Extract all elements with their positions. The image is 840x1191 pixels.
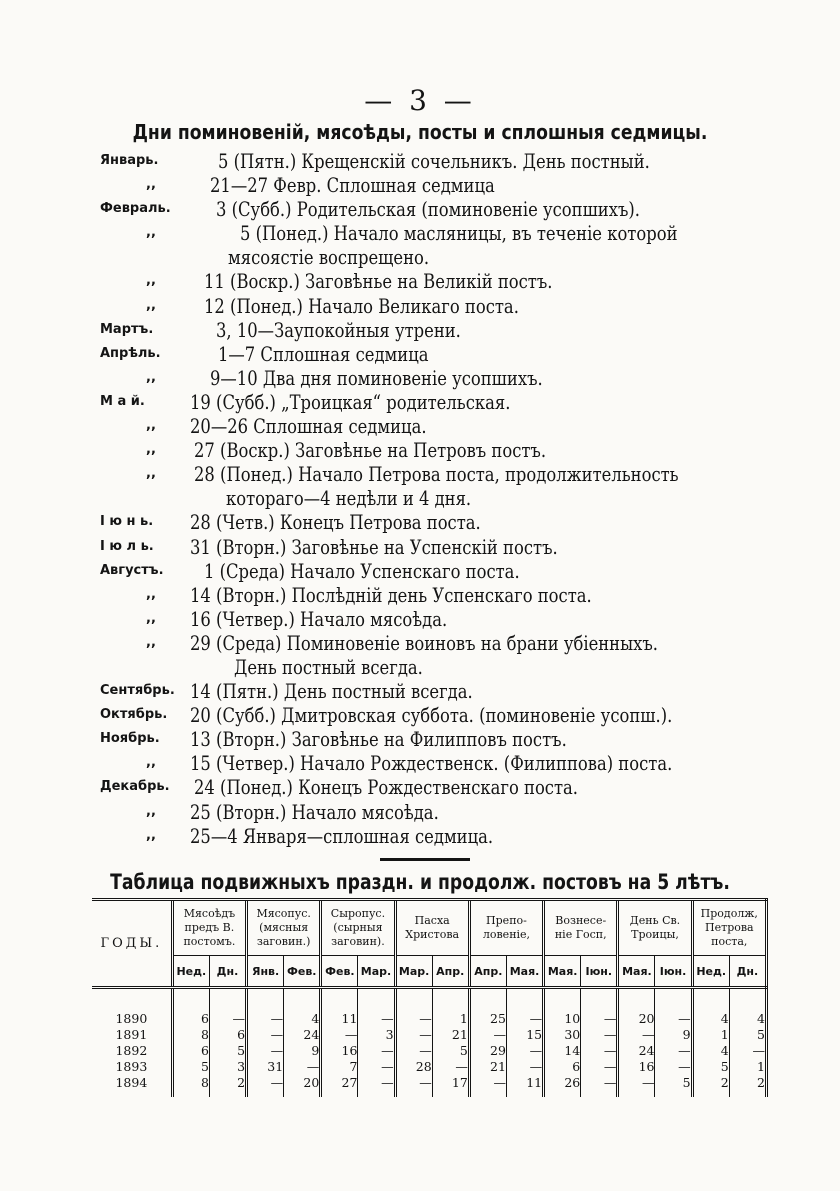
table-group-header-line: поста, <box>711 935 748 948</box>
entry-text: 16 (Четвер.) Начало мясоѣда. <box>190 607 448 631</box>
table-cell: 4 <box>729 1011 766 1027</box>
table-cell: 1 <box>729 1059 766 1075</box>
table-cell: — <box>247 1043 284 1059</box>
table-cell: 31 <box>247 1059 284 1075</box>
table-group-header-line: Мясопус. <box>256 907 311 920</box>
table-row <box>92 1011 767 1027</box>
table-cell: 14 <box>544 1043 581 1059</box>
table-cell: 1 <box>692 1027 729 1043</box>
entry-text: 24 (Понед.) Конецъ Рождественскаго поста. <box>194 776 579 800</box>
entry-text: 28 (Понед.) Начало Петрова поста, продолжительность <box>194 463 679 487</box>
table-cell: — <box>581 1075 618 1091</box>
spacer-cell <box>506 988 543 1012</box>
spacer-cell <box>544 988 581 1012</box>
table-subheader: Мая. <box>618 956 655 988</box>
table-cell: — <box>581 1043 618 1059</box>
entry-month: ,, <box>146 369 156 385</box>
entry-text: 5 (Пятн.) Крещенскій сочельникъ. День постный. <box>218 150 650 173</box>
spacer-cell <box>655 988 692 1012</box>
table-cell: 3 <box>358 1027 395 1043</box>
entry-row <box>100 632 760 656</box>
entry-month: Февраль. <box>100 201 171 217</box>
table-group-header-line: День Св. <box>629 914 681 927</box>
spacer-cell <box>247 988 284 1012</box>
entry-row <box>100 511 760 535</box>
entry-text: 19 (Субб.) „Троицкая“ родительская. <box>190 390 511 414</box>
table-cell: 7 <box>321 1059 358 1075</box>
entry-row <box>100 439 760 463</box>
table-cell: — <box>581 1027 618 1043</box>
page-heading: Дни поминовеній, мясоѣды, посты и сплошныя седмицы. <box>132 120 708 144</box>
table-cell: 5 <box>692 1059 729 1075</box>
table-group-header-line: предъ В. <box>184 921 235 934</box>
entry-text: 9—10 Два дня поминовеніе усопшихъ. <box>210 366 543 390</box>
table-cell: — <box>209 1011 246 1027</box>
table-cell: — <box>321 1027 358 1043</box>
entry-month: Мартъ. <box>100 321 154 337</box>
table-cell: 26 <box>544 1075 581 1091</box>
table-row <box>92 1059 767 1075</box>
entry-text: мясоястіе воспрещено. <box>228 246 430 270</box>
table-cell: — <box>469 1075 506 1091</box>
table-cell: 2 <box>209 1075 246 1091</box>
entry-row <box>100 801 760 825</box>
spacer-cell <box>284 988 321 1012</box>
entry-month: Октябрь. <box>100 707 168 723</box>
entry-text: 31 (Вторн.) Заговѣнье на Успенскій постъ. <box>190 535 558 559</box>
spacer-cell <box>92 988 172 1012</box>
table-group-header-line: ловеніе, <box>482 928 531 941</box>
table-cell: 5 <box>655 1075 692 1091</box>
entry-text: котораго—4 недѣли и 4 дня. <box>226 487 472 511</box>
table-group-header-line: постомъ. <box>183 935 236 948</box>
entry-row <box>100 222 760 246</box>
entry-text: 21—27 Февр. Сплошная седмица <box>210 174 495 198</box>
table-subheader: Янв. <box>247 956 284 988</box>
table-subheader: Дн. <box>729 956 766 988</box>
table-cell: — <box>618 1075 655 1091</box>
table-cell: 24 <box>618 1043 655 1059</box>
movable-feasts-table <box>92 898 768 1097</box>
end-cell <box>729 1091 766 1097</box>
table-subheader: Мая. <box>544 956 581 988</box>
end-cell <box>692 1091 729 1097</box>
table-subheader: Мар. <box>395 956 432 988</box>
entry-row <box>100 391 760 415</box>
year-cell: 1894 <box>115 1075 148 1090</box>
entry-month: Ноябрь. <box>100 731 160 747</box>
entry-row <box>100 584 760 608</box>
spacer-cell <box>469 988 506 1012</box>
entry-row <box>100 319 760 343</box>
table-cell: 6 <box>209 1027 246 1043</box>
entry-text: 20 (Субб.) Дмитровская суббота. (поминовеніе усопш.). <box>190 704 673 728</box>
table-cell: 5 <box>729 1027 766 1043</box>
table-group-header-line: Вознесе- <box>555 914 607 927</box>
table-cell: 24 <box>284 1027 321 1043</box>
table-cell: 15 <box>506 1027 543 1043</box>
table-group-header <box>247 900 321 956</box>
entry-month: ,, <box>146 634 156 650</box>
end-cell <box>581 1091 618 1097</box>
entry-text: 5 (Понед.) Начало масляницы, въ теченіе которой <box>240 222 678 246</box>
table-cell: — <box>358 1043 395 1059</box>
table-cell: — <box>247 1011 284 1027</box>
entry-month: ,, <box>146 177 156 193</box>
table-group-header <box>469 900 543 956</box>
end-cell <box>618 1091 655 1097</box>
entry-row <box>100 752 760 776</box>
entry-text: 3 (Субб.) Родительская (поминовеніе усопшихъ). <box>216 198 640 222</box>
table-title: Таблица подвижныхъ праздн. и продолж. постовъ на 5 лѣтъ. <box>110 870 730 894</box>
entry-month: ,, <box>146 466 156 482</box>
table-subheader: Фев. <box>284 956 321 988</box>
table-cell: 21 <box>432 1027 469 1043</box>
end-cell <box>321 1091 358 1097</box>
table-cell: 5 <box>432 1043 469 1059</box>
table-cell: — <box>395 1011 432 1027</box>
entry-month: ,, <box>146 610 156 626</box>
table-cell: — <box>581 1011 618 1027</box>
table-cell: 1 <box>432 1011 469 1027</box>
table-cell: — <box>655 1043 692 1059</box>
table-group-header <box>395 900 469 956</box>
entry-month: ,, <box>146 827 156 843</box>
spacer-cell <box>729 988 766 1012</box>
table-subheader: Мая. <box>506 956 543 988</box>
entry-month: Апрѣль. <box>100 345 161 361</box>
table-cell: 11 <box>506 1075 543 1091</box>
table-cell: 21 <box>469 1059 506 1075</box>
table-cell: — <box>729 1043 766 1059</box>
table-cell: 4 <box>692 1011 729 1027</box>
table-group-header-line: заговин). <box>331 935 385 948</box>
entry-row <box>100 776 760 800</box>
table-group-header <box>544 900 618 956</box>
entry-text: 25 (Вторн.) Начало мясоѣда. <box>190 800 439 824</box>
entry-row <box>100 198 760 222</box>
table-cell: 25 <box>469 1011 506 1027</box>
table-row <box>92 1027 767 1043</box>
end-cell <box>506 1091 543 1097</box>
entry-month: ,, <box>146 803 156 819</box>
spacer-cell <box>432 988 469 1012</box>
table-cell: 2 <box>692 1075 729 1091</box>
table-cell: 11 <box>321 1011 358 1027</box>
table-cell: — <box>469 1027 506 1043</box>
table-cell: 17 <box>432 1075 469 1091</box>
years-header: ГОДЫ. <box>92 900 172 988</box>
year-cell: 1891 <box>115 1027 148 1042</box>
spacer-cell <box>618 988 655 1012</box>
entry-row <box>100 704 760 728</box>
table-cell: 6 <box>172 1011 209 1027</box>
entry-month: Декабрь. <box>100 779 170 795</box>
entry-text: 11 (Воскр.) Заговѣнье на Великій постъ. <box>204 270 553 294</box>
table-cell: 28 <box>395 1059 432 1075</box>
table-group-header <box>618 900 692 956</box>
spacer-cell <box>209 988 246 1012</box>
table-cell: 4 <box>692 1043 729 1059</box>
end-cell <box>432 1091 469 1097</box>
table-cell: 5 <box>172 1059 209 1075</box>
table-cell: 8 <box>172 1075 209 1091</box>
table-group-header-line: Пасха <box>414 914 450 927</box>
entry-month: ,, <box>146 755 156 771</box>
entry-text: 27 (Воскр.) Заговѣнье на Петровъ постъ. <box>194 439 547 463</box>
table-cell: — <box>358 1011 395 1027</box>
entry-text: 25—4 Января—сплошная седмица. <box>190 824 494 848</box>
entry-row <box>100 656 760 680</box>
table-group-header-line: заговин.) <box>256 935 311 948</box>
table-subheader: Нед. <box>692 956 729 988</box>
table-cell: 3 <box>209 1059 246 1075</box>
table-group-header-line: Мясоѣдъ <box>183 907 236 920</box>
entry-text: 14 (Вторн.) Послѣдній день Успенскаго поста. <box>190 583 592 607</box>
end-cell <box>172 1091 209 1097</box>
year-cell: 1892 <box>115 1043 148 1058</box>
table-cell: 10 <box>544 1011 581 1027</box>
spacer-cell <box>172 988 209 1012</box>
end-cell <box>544 1091 581 1097</box>
end-cell <box>247 1091 284 1097</box>
table-cell: 16 <box>321 1043 358 1059</box>
entry-month: Августъ. <box>100 562 164 578</box>
entry-row <box>100 295 760 319</box>
spacer-cell <box>692 988 729 1012</box>
spacer-cell <box>321 988 358 1012</box>
table-group-header-line: (мясныя <box>259 921 309 934</box>
table-row <box>92 1075 767 1091</box>
table-cell: 9 <box>655 1027 692 1043</box>
table-group-header <box>692 900 766 956</box>
entry-month: І ю л ь. <box>100 538 154 554</box>
table-subheader: Апр. <box>469 956 506 988</box>
entry-text: День постный всегда. <box>234 655 423 679</box>
entry-row <box>100 680 760 704</box>
table-cell: 20 <box>284 1075 321 1091</box>
entry-text: 28 (Четв.) Конецъ Петрова поста. <box>190 511 481 535</box>
table-cell: — <box>655 1011 692 1027</box>
entry-month: ,, <box>146 442 156 458</box>
table-subheader: Іюн. <box>581 956 618 988</box>
spacer-cell <box>395 988 432 1012</box>
year-cell: 1893 <box>115 1059 148 1074</box>
table-group-header-line: (сырныя <box>333 921 383 934</box>
table-cell: 29 <box>469 1043 506 1059</box>
section-divider <box>380 858 470 861</box>
table-cell: — <box>618 1027 655 1043</box>
entry-month: Сентябрь. <box>100 683 175 699</box>
entry-text: 29 (Среда) Поминовеніе воиновъ на брани убіенныхъ. <box>190 631 658 655</box>
table-group-header-line: Петрова <box>705 921 754 934</box>
entry-text: 1—7 Сплошная седмица <box>218 342 429 366</box>
entry-row <box>100 463 760 487</box>
spacer-cell <box>358 988 395 1012</box>
entry-month: ,, <box>146 586 156 602</box>
entry-month: ,, <box>146 273 156 289</box>
table-group-header-line: ніе Госп, <box>554 928 607 941</box>
entry-row <box>100 487 760 511</box>
table-cell: 6 <box>172 1043 209 1059</box>
table-group-header <box>321 900 395 956</box>
entry-row <box>100 174 760 198</box>
entry-text: 20—26 Сплошная седмица. <box>190 415 427 439</box>
fast-days-list <box>100 150 760 849</box>
table-group-header-line: Препо- <box>486 914 527 927</box>
entry-row <box>100 608 760 632</box>
table-cell: 30 <box>544 1027 581 1043</box>
table-cell: 27 <box>321 1075 358 1091</box>
table-cell: — <box>506 1059 543 1075</box>
entry-month: ,, <box>146 418 156 434</box>
table-group-header-line: Христова <box>405 928 460 941</box>
table-cell: — <box>358 1075 395 1091</box>
entry-row <box>100 560 760 584</box>
entry-text: 3, 10—Заупокойныя утрени. <box>216 318 461 342</box>
table-subheader: Апр. <box>432 956 469 988</box>
end-cell <box>92 1091 172 1097</box>
end-cell <box>284 1091 321 1097</box>
table-cell: — <box>247 1075 284 1091</box>
table-cell: — <box>395 1075 432 1091</box>
table-cell: 6 <box>544 1059 581 1075</box>
table-cell: 2 <box>729 1075 766 1091</box>
entry-month: І ю н ь. <box>100 514 154 530</box>
table-subheader: Мар. <box>358 956 395 988</box>
entry-row <box>100 825 760 849</box>
entry-row <box>100 728 760 752</box>
table-group-header-line: Сыропус. <box>330 907 386 920</box>
entry-row <box>100 270 760 294</box>
entry-row <box>100 536 760 560</box>
table-cell: 5 <box>209 1043 246 1059</box>
entry-row <box>100 367 760 391</box>
end-cell <box>395 1091 432 1097</box>
end-cell <box>358 1091 395 1097</box>
entry-month: М а й. <box>100 393 145 409</box>
table-cell: — <box>506 1011 543 1027</box>
entry-text: 15 (Четвер.) Начало Рождественск. (Филиппова) поста. <box>190 752 673 776</box>
table-cell: 16 <box>618 1059 655 1075</box>
table-cell: 4 <box>284 1011 321 1027</box>
entry-text: 14 (Пятн.) День постный всегда. <box>190 680 473 704</box>
table-subheader: Нед. <box>172 956 209 988</box>
table-cell: — <box>581 1059 618 1075</box>
year-cell: 1890 <box>115 1011 148 1026</box>
table-cell: — <box>395 1043 432 1059</box>
table-cell: — <box>655 1059 692 1075</box>
entry-month: Январь. <box>100 153 159 168</box>
table-row <box>92 1043 767 1059</box>
spacer-cell <box>581 988 618 1012</box>
entry-row <box>100 415 760 439</box>
entry-month: ,, <box>146 297 156 313</box>
table-subheader: Іюн. <box>655 956 692 988</box>
end-cell <box>655 1091 692 1097</box>
table-subheader: Дн. <box>209 956 246 988</box>
table-cell: 8 <box>172 1027 209 1043</box>
table-cell: — <box>395 1027 432 1043</box>
table-subheader: Фев. <box>321 956 358 988</box>
table-cell: — <box>506 1043 543 1059</box>
page-number: — 3 — <box>364 84 476 117</box>
table-cell: — <box>432 1059 469 1075</box>
entry-row <box>100 246 760 270</box>
entry-text: 1 (Среда) Начало Успенскаго поста. <box>204 559 520 583</box>
table-cell: 9 <box>284 1043 321 1059</box>
table-cell: — <box>284 1059 321 1075</box>
table-group-header-line: Продолж, <box>700 907 758 920</box>
table-cell: — <box>358 1059 395 1075</box>
table-group-header-line: Троицы, <box>631 928 679 941</box>
entry-text: 13 (Вторн.) Заговѣнье на Филипповъ постъ. <box>190 728 567 752</box>
table-group-header <box>172 900 246 956</box>
table-cell: 20 <box>618 1011 655 1027</box>
entry-row <box>100 150 760 174</box>
table-cell: — <box>247 1027 284 1043</box>
entry-month: ,, <box>146 225 156 241</box>
end-cell <box>469 1091 506 1097</box>
end-cell <box>209 1091 246 1097</box>
entry-text: 12 (Понед.) Начало Великаго поста. <box>204 294 519 318</box>
entry-row <box>100 343 760 367</box>
